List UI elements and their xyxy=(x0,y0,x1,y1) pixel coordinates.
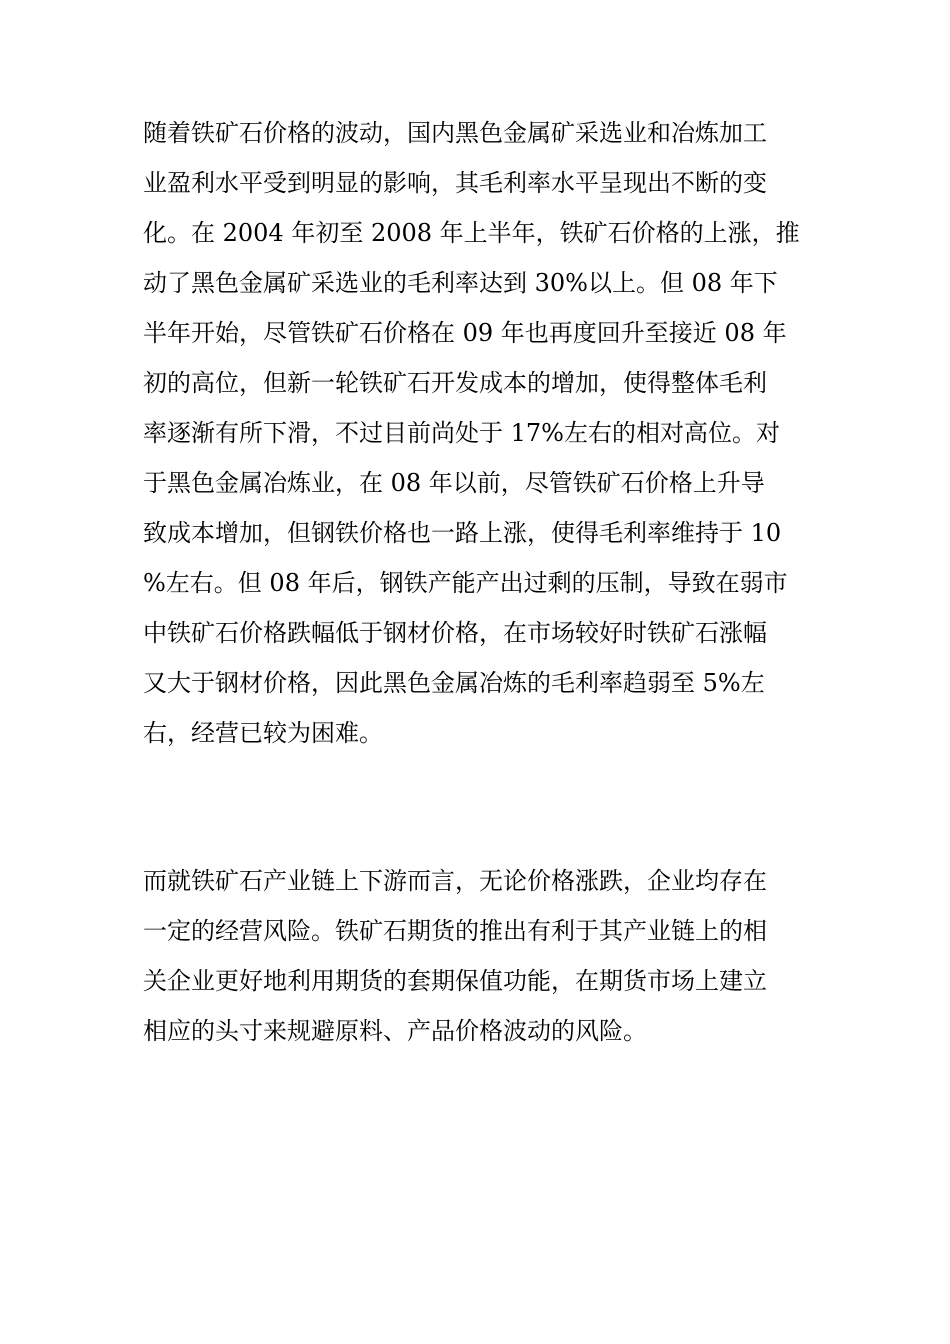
paragraph-line: 半年开始，尽管铁矿石价格在 09 年也再度回升至接近 08 年 xyxy=(143,319,787,347)
paragraph-line: 又大于钢材价格，因此黑色金属冶炼的毛利率趋弱至 5%左 xyxy=(143,669,765,697)
paragraph-line: 化。在 2004 年初至 2008 年上半年，铁矿石价格的上涨，推 xyxy=(143,219,800,247)
paragraph-line: 右，经营已较为困难。 xyxy=(143,719,383,747)
paragraph-line: 初的高位，但新一轮铁矿石开发成本的增加，使得整体毛利 xyxy=(143,369,767,397)
paragraph-line: 关企业更好地利用期货的套期保值功能，在期货市场上建立 xyxy=(143,967,767,995)
paragraph-line: 一定的经营风险。铁矿石期货的推出有利于其产业链上的相 xyxy=(143,917,767,945)
paragraph-line: %左右。但 08 年后，钢铁产能产出过剩的压制，导致在弱市 xyxy=(143,569,788,597)
paragraph-line: 致成本增加，但钢铁价格也一路上涨，使得毛利率维持于 10 xyxy=(143,519,782,547)
paragraph-line: 而就铁矿石产业链上下游而言，无论价格涨跌，企业均存在 xyxy=(143,867,767,895)
paragraph-line: 率逐渐有所下滑，不过目前尚处于 17%左右的相对高位。对 xyxy=(143,419,780,447)
paragraph-line: 随着铁矿石价格的波动，国内黑色金属矿采选业和冶炼加工 xyxy=(143,119,767,147)
paragraph-line: 动了黑色金属矿采选业的毛利率达到 30%以上。但 08 年下 xyxy=(143,269,778,297)
paragraph-line: 于黑色金属冶炼业，在 08 年以前，尽管铁矿石价格上升导 xyxy=(143,469,765,497)
paragraph-line: 中铁矿石价格跌幅低于钢材价格，在市场较好时铁矿石涨幅 xyxy=(143,619,767,647)
paragraph-line: 业盈利水平受到明显的影响，其毛利率水平呈现出不断的变 xyxy=(143,169,767,197)
paragraph-line: 相应的头寸来规避原料、产品价格波动的风险。 xyxy=(143,1017,647,1045)
